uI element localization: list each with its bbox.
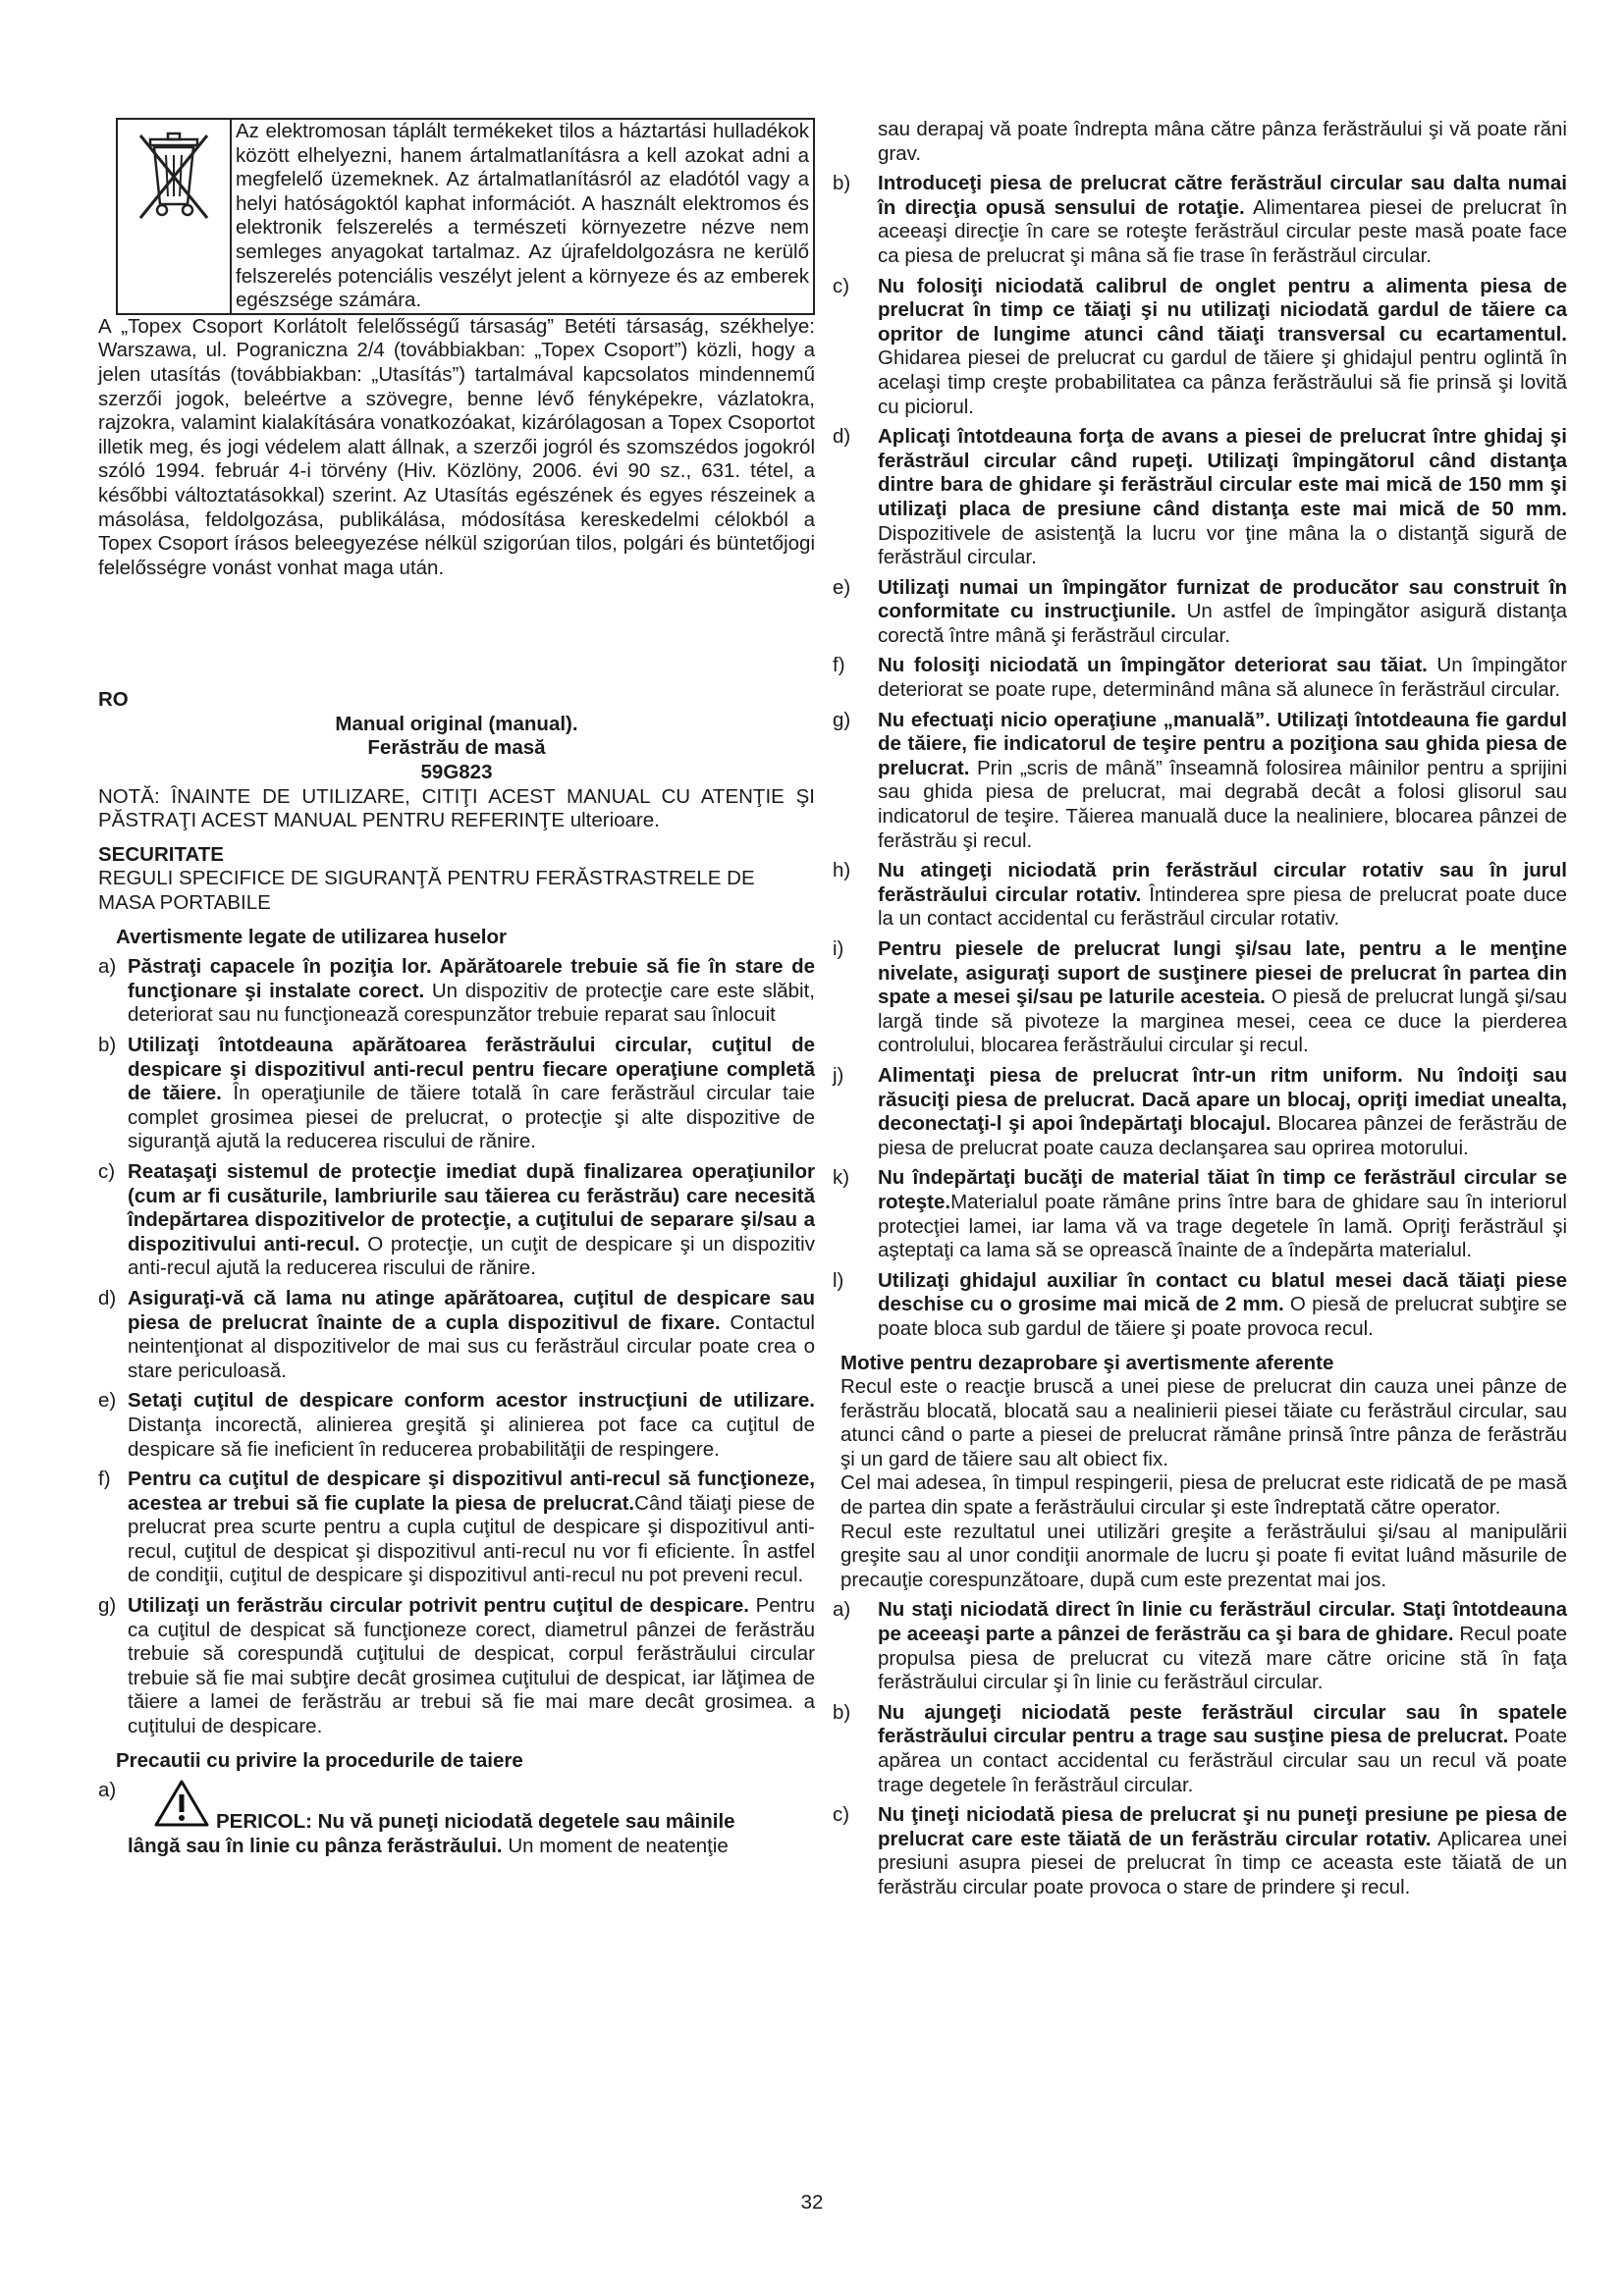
item-text: Recul poate propulsa piesa de prelucrat cu viteză mare către oricine stă în faţa ferăstrăului circular şi în linie cu ferăstrăul circular. [878,1623,1567,1694]
item-marker: a) [98,1779,117,1802]
cutting-heading: Precautii cu privire la procedurile de taiere [116,1748,523,1772]
item-bold-text: Nu atingeţi niciodată prin ferăstrăul circular rotativ sau în jurul ferăstrăului circular rotativ. [878,859,1567,906]
item-text: Materialul poate rămâne prins între bara de ghidare sau în interiorul protecţiei lamei, iar lama vă va trage degetele în lamă. Opriţi ferăstrăul şi aşteptaţi ca lama să se oprească înainte de a îndepărta materialul. [878,1190,1567,1262]
guards-item [98,1468,815,1588]
kickback-paragraph-3: Recul este rezultatul unei utilizări greşite a ferăstrăului şi/sau al manipulării greşite sau al unor condiţii anormale de lucru şi poate fi evitat luând măsurile de precauţie corespunzătoare, după cum este prezentat mai jos. [840,1520,1567,1591]
weee-notice-box [116,118,815,315]
guards-item [98,1034,815,1154]
item-text: Întinderea spre piesa de prelucrat poate duce la un contact accidental cu ferăstrăul circular rotativ. [878,882,1568,931]
guards-heading: Avertismente legate de utilizarea huselor [116,925,507,948]
item-marker: a) [98,955,117,979]
guards-list [98,955,815,1738]
item-bold-text: Nu folosiţi niciodată calibrul de onglet pentru a alimenta piesa de prelucrat în timp ce tăiaţi şi nu utilizaţi niciodată gardul de tăiere ca opritor de lungime atunci când tăiaţi transversal cu ecartamentul. [878,274,1567,346]
item-text: O protecţie, un cuţit de despicare şi un dispozitiv anti-recul ajută la reducerea riscului de rănire. [128,1232,815,1280]
item-bold-text: Aplicaţi întotdeauna forţa de avans a piesei de prelucrat între ghidaj şi ferăstrăul circular când rupeţi. Utilizaţi împingătorul când distanţa dintre bara de ghidare şi ferăstrăul circular este mai mică de 150 mm şi utilizaţi placa de presiune când distanţa este mai mică de 50 mm. [878,425,1567,520]
item-bold-text: Nu ţineţi niciodată piesa de prelucrat şi nu puneţi presiune pe piesa de prelucrat care este tăiată de un ferăstrău circular rotativ. [878,1803,1567,1850]
item-text: Poate apărea un contact accidental cu ferăstrăul circular sau un recul vă poate trage degetele în ferăstrăul circular. [878,1725,1567,1796]
cutting-item [823,654,1567,702]
item-bold-text: Asiguraţi-vă că lama nu atinge apărătoarea, cuţitul de despicare sau piesa de prelucrat înainte de a cupla dispozitivul de fixare. [128,1286,815,1334]
item-bold-text: Utilizaţi un ferăstrău circular potrivit pentru cuţitul de despicare. [128,1594,749,1618]
kickback-paragraph-1: Recul este o reacţie bruscă a unei piese de prelucrat din cauza unei pânze de ferăstrău blocată, blocată sau a nealinierii piesei tăiate cu ferăstrăul circular, sau atunci când o parte a piesei de prelucrat rămâne prinsă între pânza de ferăstrău şi un gard de tăiere sau alt obiect fix. [840,1375,1567,1470]
item-marker: a) [833,1598,851,1622]
item-text: Alimentarea piesei de prelucrat în aceeaşi direcţie în care se roteşte ferăstrăul circular peste masă poate face ca piesa de prelucrat şi mâna să fie trase în ferăstrăul circular. [878,195,1567,267]
cutting-item [823,1064,1567,1160]
item-bold-text: Nu îndepărtaţi bucăţi de material tăiat în timp ce ferăstrăul circular se roteşte. [878,1166,1567,1213]
item-marker: b) [833,1700,851,1724]
item-text: Un dispozitiv de protecţie care este slăbit, deteriorat sau nu funcţionează corespunzător trebuie reparat sau înlocuit [128,979,815,1027]
item-bold-text: Pentru ca cuţitul de despicare şi dispozitivul anti-recul să funcţioneze, acestea ar trebui să fie cuplate la piesa de prelucrat. [128,1468,815,1515]
item-bold-text: Nu efectuaţi nicio operaţiune „manuală”. Utilizaţi întotdeauna fie gardul de tăiere, fie indicatorul de teşire pentru a poziţiona sau ghida piesa de prelucrat. [878,708,1567,779]
cutting-item [823,859,1567,932]
guards-item [98,955,815,1028]
item-marker: d) [833,425,851,449]
weee-notice-text: Az elektromosan táplált termékeket tilos a háztartási hulladékok között elhelyezni, hanem ártalmatlanításra a kell azokat adni a megfelelő üzemeknek. Az ártalmatlanításról az eladótól vagy a helyi hatóságoktól kaphat információt. A használt elektromos és elektronik felszerelés a természeti környezetre nézve nem semleges anyagokat tartalmaz. Az újrafeldolgozásra ne kerülő felszerelés potenciális veszélyt jelent a környeze és az emberek egészsége számára. [236,120,809,312]
language-code: RO [98,688,129,712]
item-bold-text: Nu folosiţi niciodată un împingător deteriorat sau tăiat. [878,654,1428,677]
item-text: În operaţiunile de tăiere totală în care ferăstrăul circular taie complet grosimea piesei de prelucrat, o protecţie şi alte dispozitive de siguranţă ajută la reducerea riscului de rănire. [128,1082,815,1153]
item-marker: g) [833,708,851,731]
product-name: Ferăstrău de masă [367,736,546,760]
item-bold-text: Utilizaţi întotdeauna apărătoarea ferăstrăului circular, cuţitul de despicare şi dispozitivul anti-recul pentru fiecare operaţiune completă de tăiere. [128,1034,815,1105]
item-text: Blocarea pânzei de ferăstrău de piesa de prelucrat poate cauza declanşarea sau oprirea motorului. [878,1112,1567,1159]
item-text: O piesă de prelucrat subţire se poate bloca sub gardul de tăiere şi poate provoca recul. [878,1293,1567,1340]
item-marker: k) [833,1166,850,1190]
section-heading-securitate: SECURITATE [98,842,224,866]
cutting-item [823,937,1567,1058]
cutting-item [823,1269,1567,1342]
cutting-item [823,709,1567,854]
copyright-notice: A „Topex Csoport Korlátolt felelősségű társaság” Betéti társaság, székhelye: Warszawa, ul. Pograniczna 2/4 (továbbiakban: „Topex Csoport”) közli, hogy a jelen utasítás (továbbiakban: „Utasítás”) tartalmával kapcsolatos mindennemű szerzői jogok, beleértve a szövegre, benne lévő fényképekre, vázlatokra, rajzokra, valamint kialakítására vonatkozóakat, kizárólagosan a Topex Csoportot illetik meg, és jogi védelem alatt állnak, a szerzői jogról és szomszédos jogokról szóló 1994. február 4-i törvény (Hiv. Közlöny, 2006. évi 90 sz., 631. tétel, a későbbi változtatásokkal) szerint. Az Utasítás egészének és egyes részeinek a másolása, feldolgozása, publikálása, módosítása kereskedelmi célokból a Topex Csoport írásos beleegyezése nélkül szigorúan tilos, polgári és büntetőjogi felelősségre vonást vonhat maga után. [98,314,815,579]
item-bold-text: Introduceţi piesa de prelucrat către ferăstrăul circular sau dalta numai în direcţia opusă sensului de rotaţie. [878,172,1567,219]
item-marker: e) [833,575,851,599]
cutting-item [823,425,1567,570]
guards-item [98,1594,815,1739]
cutting-item [823,1166,1567,1262]
item-text: Un împingător deteriorat se poate rupe, determinând mâna să alunece în ferăstrăul circular. [878,654,1567,702]
danger-text-continuation: sau derapaj vă poate îndrepta mâna către pânza ferăstrăului şi vă poate răni grav. [878,118,1567,165]
item-text: Ghidarea piesei de prelucrat cu gardul de tăiere şi ghidajul pentru oglintă în acelaşi timp creşte probabilitatea ca pânza ferăstrăului să fie prinsă şi lovită cu piciorul. [878,347,1567,418]
crossed-bin-icon [118,120,232,313]
item-bold-text: Utilizaţi ghidajul auxiliar în contact cu blatul mesei dacă tăiaţi piese deschise cu o grosime mai mică de 2 mm. [878,1268,1567,1316]
kickback-item [823,1701,1567,1797]
item-marker: c) [98,1159,116,1183]
note: NOTĂ: ÎNAINTE DE UTILIZARE, CITIŢI ACEST MANUAL CU ATENŢIE ŞI PĂSTRAŢI ACEST MANUAL PENTRU REFERINŢE ulterioare. [98,784,815,832]
cutting-item [823,275,1567,420]
item-marker: d) [98,1286,117,1309]
item-bold-text: Alimentaţi piesa de prelucrat într-un ritm uniform. Nu îndoiţi sau răsuciţi piesa de prelucrat. Dacă apare un blocaj, opriţi imediat unealta, deconectaţi-l şi apoi îndepărtaţi blocajul. [878,1063,1567,1136]
item-bold-text: Reataşaţi sistemul de protecţie imediat după finalizarea operaţiunilor (cum ar fi cusăturile, lambriurile sau tăierea cu ferăstrău) care necesită îndepărtarea dispozitivelor de protecţie, a cuţitului de separare şi/sau a dispozitivului anti-recul. [128,1159,815,1255]
item-text: Un astfel de împingător asigură distanţa corectă între mână şi ferăstrăul circular. [878,600,1567,647]
item-marker: f) [833,654,845,677]
danger-text-cont: Un moment de neatenţie [502,1834,729,1857]
danger-warning-icon [153,1779,210,1835]
cutting-list [823,172,1567,1341]
guards-item [98,1287,815,1383]
item-bold-text: Nu staţi niciodată direct în linie cu ferăstrăul circular. Staţi întotdeauna pe aceeaşi parte a pânzei de ferăstrău ca şi bara de ghidare. [878,1598,1567,1646]
page-number: 32 [800,2191,824,2214]
left-column [98,118,815,1858]
cutting-item-a [98,1779,815,1858]
kickback-paragraph-2: Cel mai adesea, în timpul respingerii, piesa de prelucrat este ridicată de pe masă de partea din spate a ferăstrăului circular şi este îndreptată către operator. [840,1471,1567,1520]
item-marker: l) [833,1268,844,1292]
danger-text-part: PERICOL: Nu vă puneţi niciodată degetele sau mâinile [216,1810,735,1834]
right-column [823,118,1567,1900]
item-marker: c) [833,1803,850,1827]
item-bold-text: Utilizaţi numai un împingător furnizat de producător sau construit în conformitate cu instrucţiunile. [878,575,1567,623]
item-marker: b) [833,172,851,195]
item-marker: h) [833,859,851,882]
item-text: Aplicarea unei presiuni asupra piesei de prelucrat în timp ce aceasta este tăiată de un ferăstrău circular poate provoca o stare de prindere şi recul. [878,1827,1567,1898]
cutting-item [823,576,1567,649]
item-text: Dispozitivele de asistenţă la lucru vor ţine mâna la o distanţă sigură de ferăstrăul circular. [878,521,1567,569]
manual-title: Manual original (manual). [335,712,578,735]
kickback-item [823,1803,1567,1899]
item-marker: f) [98,1468,111,1491]
danger-text: lângă sau în linie cu pânza ferăstrăului. [128,1834,503,1857]
item-text: Pentru ca cuţitul de despicat să funcţioneze corect, diametrul pânzei de ferăstrău trebuie să corespundă cuţitului de despicat, corpul ferăstrăului circular trebuie să fie mai subţire decât grosimea cuţitului de despicat, iar lăţimea de tăiere a lamei de ferăstrău ar trebui să fie mai mare decât grosimea. a cuţitului de despicare. [128,1594,815,1738]
rules-heading: REGULI SPECIFICE DE SIGURANŢĂ PENTRU FERĂSTRASTRELE DE MASA PORTABILE [98,867,755,915]
item-text: Contactul neintenţionat al dispozitivelor de mai sus cu ferăstrăul circular poate crea o stare periculoasă. [128,1310,815,1382]
item-marker: g) [98,1594,117,1618]
cutting-item [823,172,1567,268]
model-number: 59G823 [420,761,493,784]
item-bold-text: Păstraţi capacele în poziţia lor. Apărătoarele trebuie să fie în stare de funcţionare şi instalate corect. [128,955,815,1002]
item-bold-text: Pentru piesele de prelucrat lungi şi/sau late, pentru a le menţine nivelate, asiguraţi suport de susţinere piesei de prelucrat în partea din spate a mesei şi/sau pe laturile acesteia. [878,937,1567,1009]
item-text: Prin „scris de mână” înseamnă folosirea mâinilor pentru a sprijini sau ghida piesa de prelucrat, mai degrabă decât a folosi glisorul sau indicatorul de teşire. Tăierea manuală duce la nealiniere, blocarea pânzei de ferăstrău şi recul. [878,756,1567,852]
item-bold-text: Setaţi cuţitul de despicare conform acestor instrucţiuni de utilizare. [128,1389,815,1413]
item-marker: c) [833,274,850,297]
kickback-list [823,1598,1567,1899]
item-text: Când tăiaţi piese de prelucrat prea scurte pentru a cupla cuţitul de despicare şi dispozitivul anti-recul, cuţitul de despicat şi dispozitivul anti-recul nu vor fi eficiente. În astfel de condiţii, cuţitul de despicare şi dispozitivul anti-recul nu pot preveni recul. [128,1491,815,1587]
item-marker: e) [98,1389,117,1413]
item-marker: j) [833,1063,844,1087]
item-marker: i) [833,937,844,960]
guards-item [98,1389,815,1462]
kickback-heading: Motive pentru dezaprobare şi avertismente aferente [840,1351,1334,1374]
item-bold-text: Nu ajungeţi niciodată peste ferăstrăul circular sau în spatele ferăstrăului circular pentru a trage sau susţine piesa de prelucrat. [878,1700,1567,1748]
item-marker: b) [98,1034,117,1056]
guards-item [98,1160,815,1281]
kickback-item [823,1598,1567,1694]
item-text: O piesă de prelucrat lungă şi/sau largă tinde să pivoteze la marginea mesei, ceea ce duce la pierderea controlului, blocarea ferăstrăului circular şi recul. [878,986,1567,1057]
item-text: Distanţa incorectă, alinierea greşită şi alinierea pot face ca cuţitul de despicare să fie ineficient în reducerea probabilităţii de respingere. [128,1413,815,1461]
